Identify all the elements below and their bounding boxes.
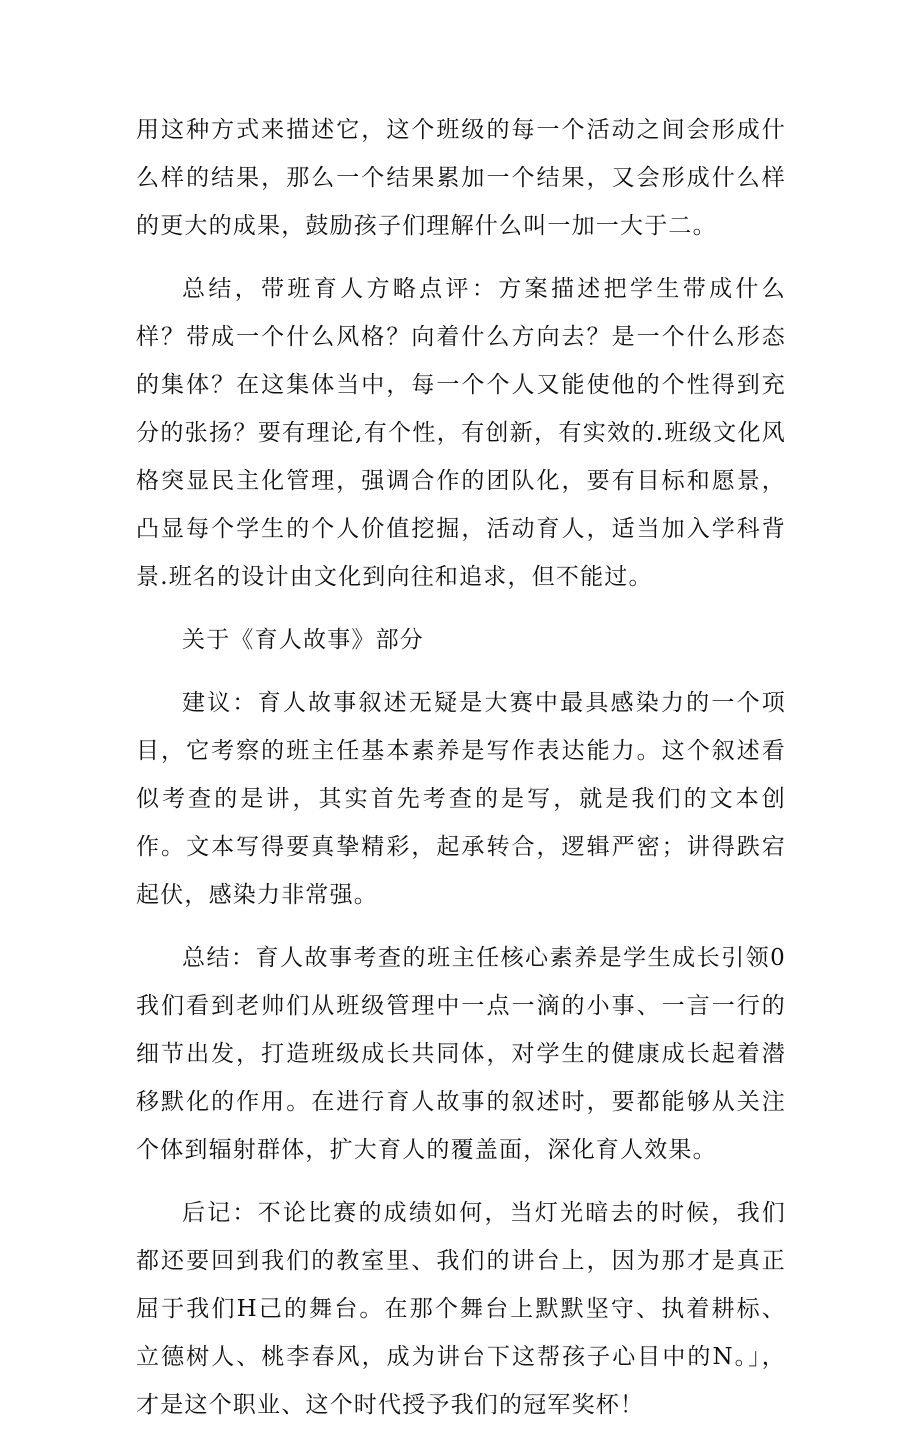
paragraph-continuation: 用这种方式来描述它，这个班级的每一个活动之间会形成什么样的结果，那么一个结果累加一个结果，又会形成什么样的更大的成果，鼓励孩子们理解什么叫一加一大于二。 [136,117,786,239]
paragraph-suggestion: 建议：育人故事叙述无疑是大赛中最具感染力的一个项目，它考察的班主任基本素养是写作表达能力。这个叙述看似考查的是讲，其实首先考查的是写，就是我们的文本创作。文本写得要真挚精彩，起承转合，逻辑严密；讲得跌宕起伏，感染力非常强。 [136,690,786,908]
paragraph-summary-strategy: 总结，带班育人方略点评：方案描述把学生带成什么样？带成一个什么风格？向着什么方向去？是一个什么形态的集体？在这集体当中，每一个个人又能使他的个性得到充分的张扬？要有理论,有个性，有创新，有实效的.班级文化风格突显民主化管理，强调合作的团队化，要有目标和愿景，凸显每个学生的个人价值挖掘，活动育人，适当加入学科背景.班名的设计由文化到向往和追求，但不能过。 [136,276,786,590]
paragraph-afterword: 后记：不论比赛的成绩如何，当灯光暗去的时候，我们都还要回到我们的教室里、我们的讲台上，因为那才是真正屈于我们H己的舞台。在那个舞台上默默坚守、执着耕标、立德树人、桃李春风，成为讲台下这帮孩子心目中的N。」，才是这个职业、这个时代授予我们的冠军奖杯！ [136,1200,786,1418]
section-heading-education-story: 关于《育人故事》部分 [182,627,424,653]
document-body [136,106,786,1444]
paragraph-summary-story: 总结：育人故事考查的班主任核心素养是学生成长引领0我们看到老帅们从班级管理中一点一滴的小事、一言一行的细节出发，打造班级成长共同体，对学生的健康成长起着潜移默化的作用。在进行育人故事的叙述时，要都能够从关注个体到辐射群体，扩大育人的覆盖面，深化育人效果。 [136,945,786,1163]
